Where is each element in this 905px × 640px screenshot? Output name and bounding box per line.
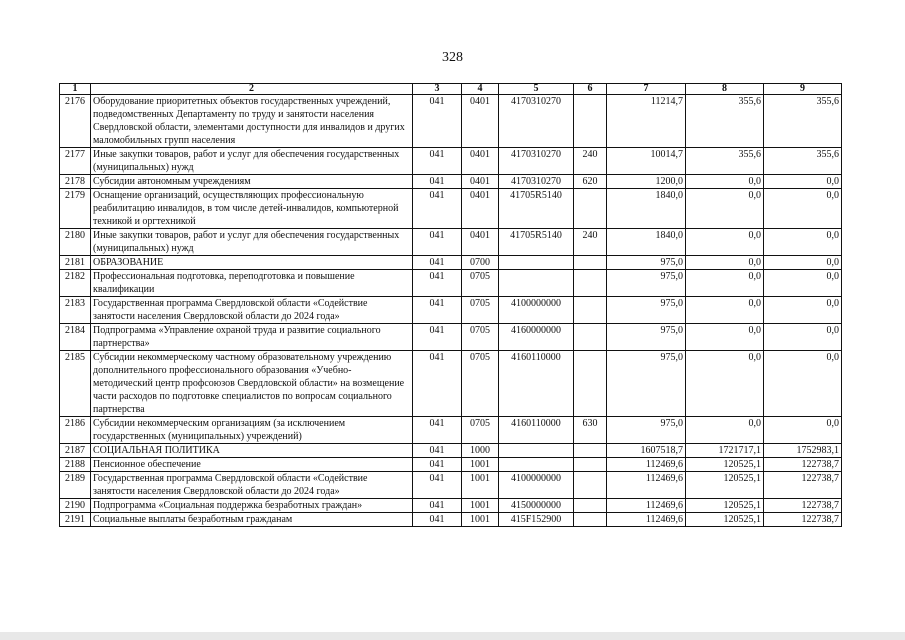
table-row — [60, 270, 842, 297]
row-name: Иные закупки товаров, работ и услуг для обеспечения государственных (муниципальных) нужд — [91, 148, 413, 175]
cell-col5 — [499, 256, 574, 270]
cell-col8: 120525,1 — [686, 513, 764, 527]
cell-col5 — [499, 270, 574, 297]
cell-col8: 355,6 — [686, 95, 764, 148]
table-row — [60, 148, 842, 175]
row-name: Подпрограмма «Социальная поддержка безработных граждан» — [91, 499, 413, 513]
header-row — [60, 84, 842, 95]
row-number: 2184 — [60, 324, 91, 351]
cell-col7: 1200,0 — [607, 175, 686, 189]
row-number: 2178 — [60, 175, 91, 189]
cell-col3: 041 — [413, 324, 462, 351]
cell-col6 — [574, 458, 607, 472]
cell-col6: 630 — [574, 417, 607, 444]
cell-col9: 0,0 — [764, 189, 842, 229]
page-number: 328 — [442, 50, 463, 65]
cell-col6 — [574, 324, 607, 351]
cell-col8: 0,0 — [686, 270, 764, 297]
col-header-7: 7 — [607, 84, 686, 95]
cell-col6 — [574, 499, 607, 513]
cell-col8: 120525,1 — [686, 499, 764, 513]
cell-col3: 041 — [413, 270, 462, 297]
row-number: 2182 — [60, 270, 91, 297]
row-name: Субсидии некоммерческим организациям (за исключением государственных (муниципальных) учреждений) — [91, 417, 413, 444]
table-row — [60, 229, 842, 256]
table-row — [60, 297, 842, 324]
table-row — [60, 324, 842, 351]
cell-col9: 122738,7 — [764, 458, 842, 472]
cell-col5: 4150000000 — [499, 499, 574, 513]
cell-col4: 1001 — [462, 513, 499, 527]
row-name: Подпрограмма «Управление охраной труда и развитие социального партнерства» — [91, 324, 413, 351]
cell-col8: 0,0 — [686, 417, 764, 444]
cell-col3: 041 — [413, 444, 462, 458]
cell-col4: 0401 — [462, 189, 499, 229]
table-row — [60, 256, 842, 270]
cell-col4: 0401 — [462, 229, 499, 256]
cell-col3: 041 — [413, 189, 462, 229]
cell-col7: 1840,0 — [607, 189, 686, 229]
cell-col5: 4170310270 — [499, 95, 574, 148]
cell-col8: 120525,1 — [686, 472, 764, 499]
cell-col4: 0700 — [462, 256, 499, 270]
cell-col5: 4160000000 — [499, 324, 574, 351]
cell-col4: 0705 — [462, 270, 499, 297]
cell-col9: 355,6 — [764, 148, 842, 175]
col-header-8: 8 — [686, 84, 764, 95]
col-header-2: 2 — [91, 84, 413, 95]
cell-col4: 0401 — [462, 95, 499, 148]
cell-col5: 4170310270 — [499, 148, 574, 175]
cell-col6 — [574, 297, 607, 324]
cell-col3: 041 — [413, 148, 462, 175]
cell-col3: 041 — [413, 229, 462, 256]
cell-col7: 975,0 — [607, 417, 686, 444]
cell-col5: 4160110000 — [499, 351, 574, 417]
cell-col5: 4100000000 — [499, 297, 574, 324]
cell-col7: 112469,6 — [607, 458, 686, 472]
cell-col8: 0,0 — [686, 229, 764, 256]
cell-col9: 0,0 — [764, 417, 842, 444]
cell-col5: 415F152900 — [499, 513, 574, 527]
cell-col4: 0401 — [462, 148, 499, 175]
table-row — [60, 175, 842, 189]
table-row — [60, 351, 842, 417]
row-number: 2188 — [60, 458, 91, 472]
cell-col8: 0,0 — [686, 297, 764, 324]
cell-col6 — [574, 95, 607, 148]
cell-col5: 41705R5140 — [499, 189, 574, 229]
cell-col6: 240 — [574, 229, 607, 256]
cell-col6 — [574, 444, 607, 458]
cell-col9: 122738,7 — [764, 513, 842, 527]
cell-col7: 975,0 — [607, 324, 686, 351]
row-number: 2186 — [60, 417, 91, 444]
cell-col7: 1607518,7 — [607, 444, 686, 458]
table-row — [60, 444, 842, 458]
row-name: Государственная программа Свердловской области «Содействие занятости населения Свердловской области до 2024 года» — [91, 472, 413, 499]
cell-col8: 1721717,1 — [686, 444, 764, 458]
cell-col9: 0,0 — [764, 324, 842, 351]
table-row — [60, 472, 842, 499]
cell-col4: 0401 — [462, 175, 499, 189]
cell-col4: 0705 — [462, 297, 499, 324]
row-name: СОЦИАЛЬНАЯ ПОЛИТИКА — [91, 444, 413, 458]
row-name: Государственная программа Свердловской области «Содействие занятости населения Свердловской области до 2024 года» — [91, 297, 413, 324]
cell-col8: 0,0 — [686, 324, 764, 351]
cell-col6 — [574, 270, 607, 297]
cell-col5: 4170310270 — [499, 175, 574, 189]
row-number: 2189 — [60, 472, 91, 499]
row-number: 2190 — [60, 499, 91, 513]
cell-col3: 041 — [413, 417, 462, 444]
table-row — [60, 417, 842, 444]
cell-col5: 4100000000 — [499, 472, 574, 499]
cell-col9: 122738,7 — [764, 472, 842, 499]
cell-col7: 975,0 — [607, 297, 686, 324]
cell-col8: 120525,1 — [686, 458, 764, 472]
cell-col3: 041 — [413, 513, 462, 527]
cell-col5: 4160110000 — [499, 417, 574, 444]
col-header-3: 3 — [413, 84, 462, 95]
row-number: 2191 — [60, 513, 91, 527]
row-name: ОБРАЗОВАНИЕ — [91, 256, 413, 270]
table-row — [60, 189, 842, 229]
cell-col6 — [574, 351, 607, 417]
col-header-9: 9 — [764, 84, 842, 95]
cell-col8: 355,6 — [686, 148, 764, 175]
cell-col7: 112469,6 — [607, 499, 686, 513]
cell-col4: 0705 — [462, 417, 499, 444]
cell-col3: 041 — [413, 472, 462, 499]
cell-col4: 0705 — [462, 324, 499, 351]
row-number: 2177 — [60, 148, 91, 175]
cell-col7: 975,0 — [607, 256, 686, 270]
row-name: Профессиональная подготовка, переподготовка и повышение квалификации — [91, 270, 413, 297]
cell-col3: 041 — [413, 175, 462, 189]
cell-col9: 1752983,1 — [764, 444, 842, 458]
cell-col9: 0,0 — [764, 175, 842, 189]
cell-col8: 0,0 — [686, 175, 764, 189]
cell-col7: 975,0 — [607, 270, 686, 297]
row-name: Иные закупки товаров, работ и услуг для обеспечения государственных (муниципальных) нужд — [91, 229, 413, 256]
table-row — [60, 513, 842, 527]
cell-col3: 041 — [413, 95, 462, 148]
cell-col6: 620 — [574, 175, 607, 189]
cell-col5 — [499, 458, 574, 472]
row-number: 2187 — [60, 444, 91, 458]
row-number: 2185 — [60, 351, 91, 417]
cell-col9: 355,6 — [764, 95, 842, 148]
cell-col4: 1001 — [462, 458, 499, 472]
cell-col9: 0,0 — [764, 229, 842, 256]
cell-col3: 041 — [413, 351, 462, 417]
row-number: 2180 — [60, 229, 91, 256]
cell-col7: 975,0 — [607, 351, 686, 417]
cell-col8: 0,0 — [686, 351, 764, 417]
row-name: Социальные выплаты безработным гражданам — [91, 513, 413, 527]
row-number: 2179 — [60, 189, 91, 229]
cell-col7: 11214,7 — [607, 95, 686, 148]
cell-col3: 041 — [413, 297, 462, 324]
cell-col7: 112469,6 — [607, 513, 686, 527]
col-header-5: 5 — [499, 84, 574, 95]
cell-col7: 10014,7 — [607, 148, 686, 175]
cell-col6 — [574, 472, 607, 499]
cell-col7: 1840,0 — [607, 229, 686, 256]
table-row — [60, 499, 842, 513]
cell-col3: 041 — [413, 256, 462, 270]
scan-bottom-edge — [0, 632, 905, 640]
cell-col6 — [574, 513, 607, 527]
cell-col6: 240 — [574, 148, 607, 175]
cell-col5: 41705R5140 — [499, 229, 574, 256]
cell-col9: 0,0 — [764, 297, 842, 324]
cell-col4: 1001 — [462, 472, 499, 499]
cell-col6 — [574, 256, 607, 270]
cell-col5 — [499, 444, 574, 458]
cell-col9: 122738,7 — [764, 499, 842, 513]
budget-table — [59, 83, 842, 527]
table-row — [60, 95, 842, 148]
row-number: 2181 — [60, 256, 91, 270]
cell-col4: 1000 — [462, 444, 499, 458]
cell-col8: 0,0 — [686, 189, 764, 229]
cell-col3: 041 — [413, 499, 462, 513]
cell-col9: 0,0 — [764, 256, 842, 270]
cell-col3: 041 — [413, 458, 462, 472]
table-row — [60, 458, 842, 472]
row-number: 2176 — [60, 95, 91, 148]
cell-col8: 0,0 — [686, 256, 764, 270]
row-name: Оборудование приоритетных объектов государственных учреждений, подведомственных Департаменту по труду и занятости населения Свердловской области, элементами доступности для инвалидов и других маломобильных групп населения — [91, 95, 413, 148]
row-name: Субсидии некоммерческому частному образовательному учреждению дополнительного профессионального образования «Учебно-методический центр профсоюзов Свердловской области» на возмещение части расходов по подготовке специалистов по вопросам социального партнерства — [91, 351, 413, 417]
col-header-1: 1 — [60, 84, 91, 95]
cell-col9: 0,0 — [764, 270, 842, 297]
cell-col4: 1001 — [462, 499, 499, 513]
col-header-6: 6 — [574, 84, 607, 95]
row-name: Субсидии автономным учреждениям — [91, 175, 413, 189]
cell-col9: 0,0 — [764, 351, 842, 417]
row-name: Оснащение организаций, осуществляющих профессиональную реабилитацию инвалидов, в том числе детей-инвалидов, компьютерной техникой и оргтехникой — [91, 189, 413, 229]
row-number: 2183 — [60, 297, 91, 324]
cell-col6 — [574, 189, 607, 229]
col-header-4: 4 — [462, 84, 499, 95]
row-name: Пенсионное обеспечение — [91, 458, 413, 472]
cell-col7: 112469,6 — [607, 472, 686, 499]
cell-col4: 0705 — [462, 351, 499, 417]
